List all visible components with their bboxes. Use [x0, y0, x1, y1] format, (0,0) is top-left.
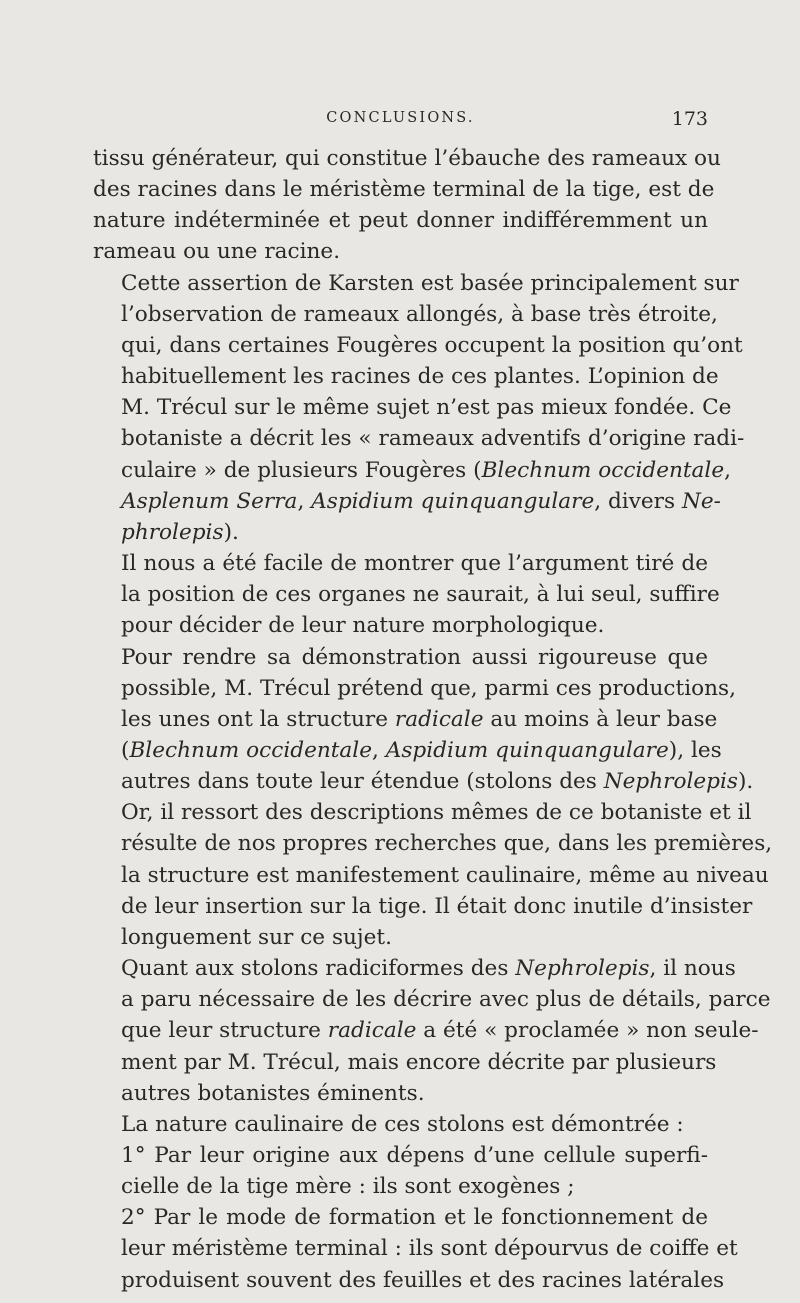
- text-line: a paru nécessaire de les décrire avec plus de détails, parce: [121, 987, 771, 1013]
- text-line: Or, il ressort des descriptions mêmes de ce botaniste et il: [121, 800, 752, 826]
- text-line: nature indéterminée et peut donner indifféremment un: [93, 208, 708, 234]
- text-line: la position de ces organes ne saurait, à lui seul, suffire: [121, 582, 720, 608]
- text-line: cielle de la tige mère : ils sont exogènes ;: [121, 1174, 575, 1200]
- text-line: de leur insertion sur la tige. Il était donc inutile d’insister: [121, 893, 753, 919]
- text-line: (Blechnum occidentale, Aspidium quinquangulare), les: [121, 737, 722, 763]
- text-line: autres dans toute leur étendue (stolons des Nephrolepis).: [121, 769, 754, 795]
- paragraph: [93, 548, 720, 641]
- paragraph: [93, 1140, 708, 1202]
- paragraph: [93, 642, 773, 954]
- text-line: La nature caulinaire de ces stolons est démontrée :: [121, 1111, 684, 1137]
- text-line: Pour rendre sa démonstration aussi rigoureuse que: [121, 644, 708, 670]
- text-line: l’observation de rameaux allongés, à base très étroite,: [121, 301, 718, 327]
- text-line: pour décider de leur nature morphologique.: [121, 613, 605, 639]
- text-line: culaire » de plusieurs Fougères (Blechnum occidentale,: [121, 457, 731, 483]
- text-line: M. Trécul sur le même sujet n’est pas mieux fondée. Ce: [121, 395, 732, 421]
- text-line: Asplenum Serra, Aspidium quinquangulare, divers Ne-: [121, 488, 721, 514]
- text-line: Quant aux stolons radiciformes des Nephrolepis, il nous: [121, 956, 736, 982]
- text-line: rameau ou une racine.: [93, 239, 341, 265]
- body-text: [93, 143, 773, 1296]
- text-line: habituellement les racines de ces plantes. L’opinion de: [121, 364, 719, 390]
- text-line: ment par M. Trécul, mais encore décrite par plusieurs: [121, 1049, 717, 1075]
- text-line: qui, dans certaines Fougères occupent la position qu’ont: [121, 332, 743, 358]
- paragraph: [93, 953, 771, 1109]
- text-line: la structure est manifestement caulinaire, même au niveau: [121, 862, 769, 888]
- text-line: 2° Par le mode de formation et le fonctionnement de: [121, 1205, 708, 1231]
- text-line: longuement sur ce sujet.: [121, 924, 392, 950]
- page-header: [93, 110, 708, 136]
- text-line: phrolepis).: [121, 519, 239, 545]
- text-line: Cette assertion de Karsten est basée principalement sur: [121, 270, 739, 296]
- text-line: que leur structure radicale a été « proclamée » non seule-: [121, 1018, 759, 1044]
- text-line: autres botanistes éminents.: [121, 1080, 425, 1106]
- paragraph: [93, 1109, 708, 1140]
- text-line: 1° Par leur origine aux dépens d’une cellule superfi-: [121, 1143, 708, 1168]
- text-line: résulte de nos propres recherches que, dans les premières,: [121, 831, 773, 857]
- paragraph: [93, 143, 721, 268]
- text-line: des racines dans le méristème terminal de la tige, est de: [93, 177, 715, 203]
- text-line: tissu générateur, qui constitue l’ébauche des rameaux ou: [93, 146, 721, 171]
- text-line: Il nous a été facile de montrer que l’argument tiré de: [121, 551, 708, 577]
- running-title: CONCLUSIONS.: [326, 110, 475, 126]
- text-line: les unes ont la structure radicale au moins à leur base: [121, 706, 718, 732]
- text-line: botaniste a décrit les « rameaux adventifs d’origine radi-: [121, 426, 745, 452]
- text-line: leur méristème terminal : ils sont dépourvus de coiffe et: [121, 1236, 738, 1262]
- text-line: possible, M. Trécul prétend que, parmi ces productions,: [121, 675, 736, 701]
- paragraph: [93, 1202, 738, 1295]
- page-number: 173: [671, 108, 708, 130]
- text-line: produisent souvent des feuilles et des racines latérales: [121, 1267, 725, 1293]
- paragraph: [93, 268, 745, 548]
